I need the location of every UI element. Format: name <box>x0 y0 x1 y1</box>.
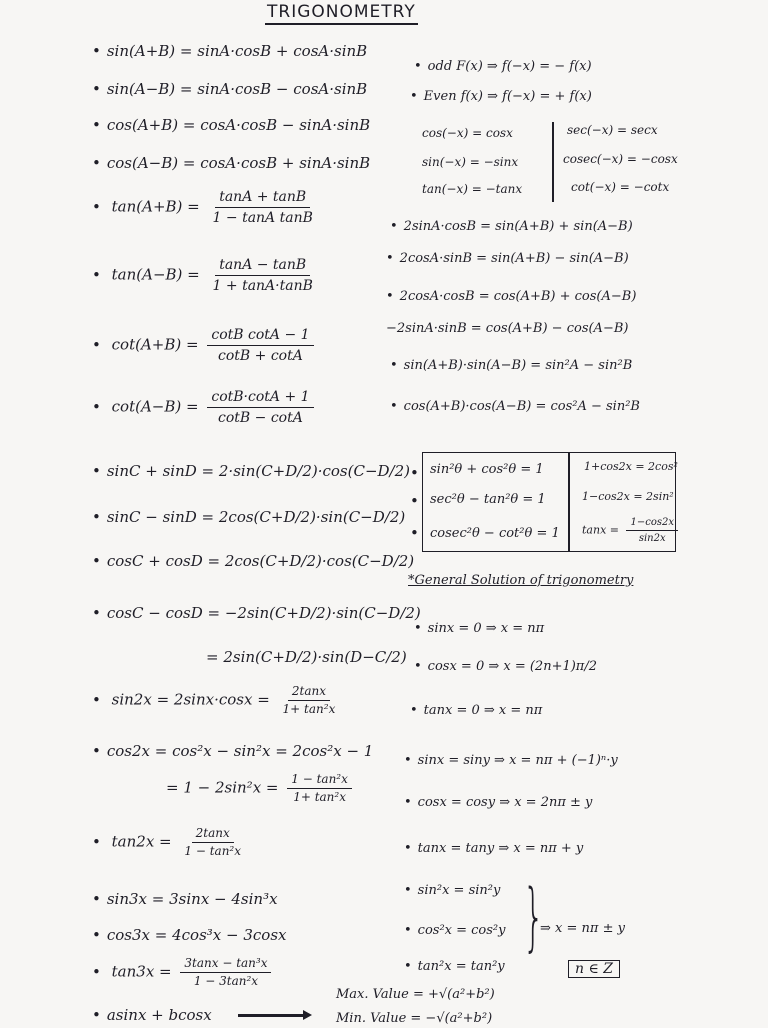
tan2x-denominator: 1 − tan²x <box>184 844 242 858</box>
formula-cos-sum: • cos(A+B) = cosA·cosB − sinA·sinB <box>92 116 370 134</box>
tanx-ratio-lhs: tanx = <box>582 523 619 537</box>
product-identity-1: • 2sinA·cosB = sin(A+B) + sin(A−B) <box>390 218 633 236</box>
general-solution-tan-squared: • tan²x = tan²y <box>404 958 505 976</box>
product-identity-5: • sin(A+B)·sin(A−B) = sin²A − sin²B <box>390 357 632 375</box>
cos2x-alt-fraction <box>287 772 352 805</box>
formula-tan-diff <box>92 256 321 295</box>
formula-max-value: Max. Value = +√(a²+b²) <box>336 987 495 1002</box>
cot-diff-numerator: cotB·cotA + 1 <box>207 388 313 408</box>
cot-diff-lhs: cot(A−B) = <box>111 397 199 416</box>
right-brace-icon: } <box>522 874 545 960</box>
product-identity-6: • cos(A+B)·cos(A−B) = cos²A − sin²B <box>390 398 640 416</box>
identity-one-plus-cos2x: 1+cos2x = 2cos² <box>584 460 678 473</box>
n-in-integers-badge: n ∈ Z <box>568 960 620 978</box>
general-solution-tanx-tany: • tanx = tany ⇒ x = nπ + y <box>404 840 583 858</box>
product-identity-3: • 2cosA·cosB = cos(A+B) + cos(A−B) <box>386 288 636 306</box>
sin2x-denominator: 1+ tan²x <box>282 702 336 716</box>
general-solution-sinx-zero: • sinx = 0 ⇒ x = nπ <box>414 620 544 638</box>
general-solution-cos-squared: • cos²x = cos²y <box>404 922 506 940</box>
cot-sum-denominator: cotB + cotA <box>218 348 303 364</box>
tan-diff-fraction <box>209 256 317 295</box>
identity-cosec-cot-squared: cosec²θ − cot²θ = 1 <box>430 526 560 541</box>
sin2x-numerator: 2tanx <box>288 684 330 701</box>
formula-asinx-bcosx: • asinx + bcosx <box>92 1006 212 1024</box>
cot-diff-fraction <box>207 388 313 427</box>
rule-odd-function: • odd F(x) ⇒ f(−x) = − f(x) <box>414 58 592 76</box>
formula-tan3x <box>92 956 275 989</box>
formula-sin-sum: • sin(A+B) = sinA·cosB + cosA·sinB <box>92 42 367 60</box>
cos2x-alt-lhs: = 1 − 2sin²x = <box>166 778 279 797</box>
general-solution-cosx-zero: • cosx = 0 ⇒ x = (2n+1)π/2 <box>414 658 597 676</box>
cos2x-alt-denominator: 1+ tan²x <box>293 790 346 804</box>
cot-sum-fraction <box>207 326 313 365</box>
formula-min-value: Min. Value = −√(a²+b²) <box>336 1011 493 1026</box>
formula-cos2x-alt <box>166 772 356 805</box>
sin2x-fraction <box>279 684 340 717</box>
rule-even-function: • Even f(x) ⇒ f(−x) = + f(x) <box>410 88 592 106</box>
tan-sum-numerator: tanA + tanB <box>215 188 310 208</box>
formula-tan-sum <box>92 188 321 227</box>
bullet-dot-2: • <box>410 492 419 510</box>
identity-sec-tan-squared: sec²θ − tan²θ = 1 <box>430 492 546 507</box>
formula-sinC-minus-sinD: • sinC − sinD = 2cos(C+D/2)·sin(C−D/2) <box>92 508 405 526</box>
tan3x-numerator: 3tanx − tan³x <box>180 956 271 973</box>
identity-sin-cos-squared: sin²θ + cos²θ = 1 <box>430 462 544 477</box>
identity-tan-neg: tan(−x) = −tanx <box>422 182 523 196</box>
right-arrow-icon <box>238 1014 304 1017</box>
bullet-dot-1: • <box>410 464 419 482</box>
tan-sum-fraction <box>209 188 317 227</box>
identity-sec-neg: sec(−x) = secx <box>567 123 658 137</box>
tan-diff-lhs: tan(A−B) = <box>111 265 200 284</box>
tan3x-fraction <box>180 956 271 989</box>
formula-cot-sum <box>92 326 318 365</box>
tan-diff-denominator: 1 + tanA·tanB <box>212 278 313 294</box>
tanx-ratio-denominator: sin2x <box>638 533 666 544</box>
tan2x-lhs: tan2x = <box>111 832 172 851</box>
formula-sin3x: • sin3x = 3sinx − 4sin³x <box>92 890 278 908</box>
product-identity-2: • 2cosA·sinB = sin(A+B) − sin(A−B) <box>386 250 629 268</box>
formula-cos-diff: • cos(A−B) = cosA·cosB + sinA·sinB <box>92 154 370 172</box>
general-solution-sin-squared: • sin²x = sin²y <box>404 882 500 900</box>
page-title: TRIGONOMETRY <box>265 2 418 25</box>
general-solution-tanx-zero: • tanx = 0 ⇒ x = nπ <box>410 702 542 720</box>
tan2x-numerator: 2tanx <box>192 826 234 843</box>
tan3x-denominator: 1 − 3tan²x <box>193 974 259 988</box>
bullet-dot-3: • <box>410 524 419 542</box>
cos2x-alt-numerator: 1 − tan²x <box>287 772 352 789</box>
cot-sum-numerator: cotB cotA − 1 <box>207 326 313 346</box>
tan-diff-numerator: tanA − tanB <box>215 256 310 276</box>
formula-cos3x: • cos3x = 4cos³x − 3cosx <box>92 926 286 944</box>
formula-cos2x: • cos2x = cos²x − sin²x = 2cos²x − 1 <box>92 742 373 760</box>
divider-line <box>552 122 554 202</box>
tanx-ratio-fraction <box>626 516 678 545</box>
identity-cosec-neg: cosec(−x) = −cosx <box>563 152 678 166</box>
cot-diff-denominator: cotB − cotA <box>218 410 303 426</box>
tan3x-lhs: tan3x = <box>111 962 172 981</box>
tanx-ratio-numerator: 1−cos2x <box>626 516 678 531</box>
sin2x-lhs: sin2x = 2sinx·cosx = <box>111 690 270 709</box>
formula-cosC-plus-cosD: • cosC + cosD = 2cos(C+D/2)·cos(C−D/2) <box>92 552 414 570</box>
tan-sum-lhs: tan(A+B) = <box>111 197 200 216</box>
cot-sum-lhs: cot(A+B) = <box>111 335 199 354</box>
general-solution-sinx-siny: • sinx = siny ⇒ x = nπ + (−1)ⁿ·y <box>404 752 618 770</box>
identity-sin-neg: sin(−x) = −sinx <box>422 155 519 169</box>
formula-cosC-minus-cosD: • cosC − cosD = −2sin(C+D/2)·sin(C−D/2) <box>92 604 421 622</box>
general-solution-cosx-cosy: • cosx = cosy ⇒ x = 2nπ ± y <box>404 794 592 812</box>
formula-cot-diff <box>92 388 318 427</box>
identity-cot-neg: cot(−x) = −cotx <box>571 180 670 194</box>
formula-tan2x <box>92 826 249 859</box>
formula-sin-diff: • sin(A−B) = sinA·cosB − cosA·sinB <box>92 80 367 98</box>
tan2x-fraction <box>180 826 245 859</box>
identity-tanx-ratio <box>582 516 682 545</box>
formula-sin2x <box>92 684 343 717</box>
identity-cos-neg: cos(−x) = cosx <box>422 126 513 140</box>
product-identity-4: −2sinA·sinB = cos(A+B) − cos(A−B) <box>386 321 629 336</box>
formula-cosC-minus-cosD-alt: = 2sin(C+D/2)·sin(D−C/2) <box>206 648 407 666</box>
general-solution-heading: *General Solution of trigonometry <box>408 573 634 588</box>
tan-sum-denominator: 1 − tanA tanB <box>212 210 313 226</box>
general-solution-squared-result: ⇒ x = nπ ± y <box>540 921 625 936</box>
box-divider <box>568 452 570 551</box>
identity-one-minus-cos2x: 1−cos2x = 2sin² <box>582 490 674 503</box>
formula-sinC-plus-sinD: • sinC + sinD = 2·sin(C+D/2)·cos(C−D/2) <box>92 462 410 480</box>
